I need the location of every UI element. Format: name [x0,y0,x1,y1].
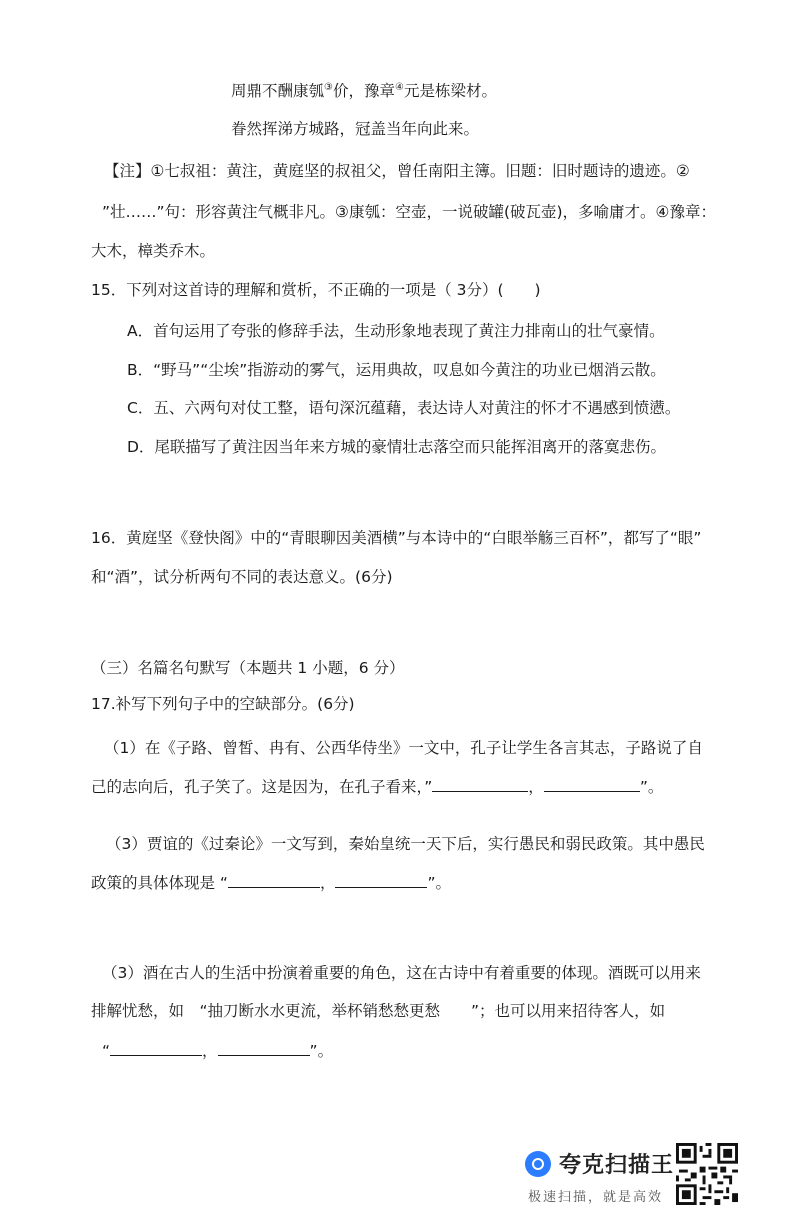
footnote-marker-3: ③ [324,82,333,93]
poem-line-1 [231,77,497,102]
answer-blank[interactable] [335,873,427,888]
blank-separator: ， [202,1042,218,1060]
blank-close-quote: ”。 [309,1042,334,1060]
q17-sub1-prompt: 己的志向后，孔子笑了。这是因为，在孔子看来，” [91,778,433,796]
q16-line-2: 和“酒”，试分析两句不同的表达意义。(6分) [91,568,393,586]
q17-sub1-line-1: （1）在《子路、曾皙、冉有、公西华侍坐》一文中，孔子让学生各言其志，子路说了自 [104,739,703,757]
q17-stem: 17.补写下列句子中的空缺部分。(6分) [91,695,355,713]
brand-name: 夸克扫描王 [559,1153,675,1178]
answer-blank[interactable] [218,1041,310,1056]
note-line-2: ”壮……”句：形容黄注气概非凡。③康瓠：空壶，一说破罐(破瓦壶)，多喻庸才。④豫章： [102,203,716,221]
q15-stem: 15．下列对这首诗的理解和赏析，不正确的一项是（ 3分）( ) [91,281,541,299]
quark-logo-icon [525,1151,551,1177]
answer-blank[interactable] [544,777,640,792]
note-line-1: 【注】①七叔祖：黄注，黄庭坚的叔祖父，曾任南阳主簿。旧题：旧时题诗的遗迹。② [104,162,690,180]
q17-sub3-line-1: （3）酒在古人的生活中扮演着重要的角色，这在古诗中有着重要的体现。酒既可以用来 [102,964,701,982]
qr-code-icon [676,1143,738,1205]
blank-close-quote: ”。 [639,778,664,796]
blank-close-quote: ”。 [427,874,452,892]
footnote-marker-4: ④ [395,82,404,93]
q16-line-1: 16．黄庭坚《登快阁》中的“青眼聊因美酒横”与本诗中的“白眼举觞三百杯”，都写了“眼” [91,529,702,547]
blank-separator: ， [319,874,336,892]
q17-sub2-line-1: （3）贾谊的《过秦论》一文写到，秦始皇统一天下后，实行愚民和弱民政策。其中愚民 [106,835,705,853]
q17-sub1-line-2 [91,776,663,798]
q15-option-a: A．首句运用了夸张的修辞手法，生动形象地表现了黄注力排南山的壮气豪情。 [127,322,665,340]
q17-sub2-line-2 [91,872,451,894]
note-line-3: 大木，樟类乔木。 [91,242,216,260]
scanner-brand [525,1148,674,1179]
q17-sub3-line-2: 排解忧愁，如 “抽刀断水水更流，举杯销愁愁更愁 ”；也可以用来招待客人，如 [91,1002,666,1020]
brand-slogan: 极速扫描，就是高效 [528,1190,664,1205]
section-3-title: （三）名篇名句默写（本题共 1 小题，6 分） [91,659,405,677]
answer-blank[interactable] [432,777,528,792]
poem-line-1-post: 元是栋梁材。 [403,82,497,100]
q15-option-b: B．“野马”“尘埃”指游动的雾气，运用典故，叹息如今黄注的功业已烟消云散。 [127,361,666,379]
poem-line-1-pre: 周鼎不酬康瓠 [231,82,325,100]
q15-option-c: C．五、六两句对仗工整，语句深沉蕴藉，表达诗人对黄注的怀才不遇感到愤懑。 [127,399,681,417]
answer-blank[interactable] [110,1041,202,1056]
blank-open-quote: “ [102,1042,111,1060]
blank-separator: ， [528,778,544,796]
answer-blank[interactable] [228,873,320,888]
poem-line-2: 眷然挥涕方城路，冠盖当年向此来。 [231,120,480,138]
poem-line-1-mid: 价，豫章 [332,82,395,100]
q17-sub2-prompt: 政策的具体体现是 “ [91,874,228,892]
q17-sub3-line-3 [102,1040,333,1062]
q15-option-d: D．尾联描写了黄注因当年来方城的豪情壮志落空而只能挥泪离开的落寞悲伤。 [127,438,666,456]
